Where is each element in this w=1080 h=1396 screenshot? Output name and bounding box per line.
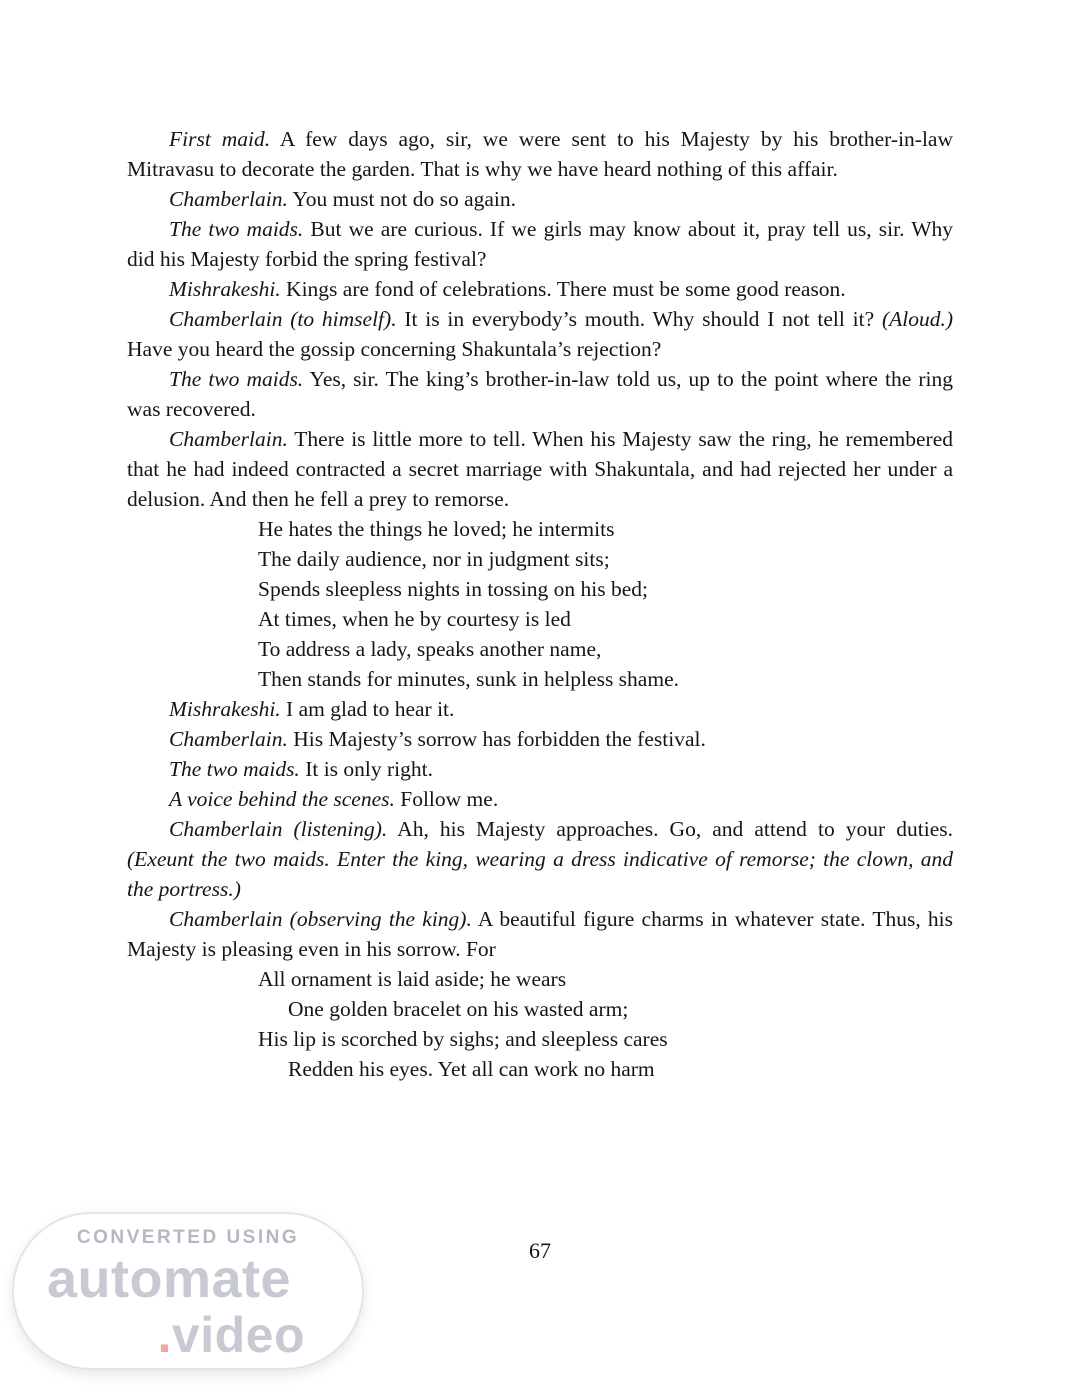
paragraph: The two maids. But we are curious. If we girls may know about it, pray tell us, sir. Why did his Majesty forbid the spring festival? (127, 217, 953, 271)
paragraph: First maid. A few days ago, sir, we were sent to his Majesty by his brother-in-law Mitravasu to decorate the garden. That is why we have heard nothing of this affair. (127, 127, 953, 181)
paragraph: Chamberlain (observing the king). A beautiful figure charms in whatever state. Thus, his Majesty is pleasing even in his sorrow. For (127, 907, 953, 961)
verse-line: Then stands for minutes, sunk in helpless shame. (258, 667, 679, 691)
verse-line: Redden his eyes. Yet all can work no harm (288, 1057, 655, 1081)
paragraph: A voice behind the scenes. Follow me. (169, 787, 499, 811)
verse-line: One golden bracelet on his wasted arm; (288, 997, 629, 1021)
verse-line: At times, when he by courtesy is led (258, 607, 571, 631)
paragraph: The two maids. It is only right. (169, 757, 433, 781)
verse-line: Spends sleepless nights in tossing on his bed; (258, 577, 648, 601)
verse-line: All ornament is laid aside; he wears (258, 967, 567, 991)
paragraph: Chamberlain (to himself). It is in everybody’s mouth. Why should I not tell it? (Aloud.) Have you heard the gossip concerning Shakuntala’s rejection? (127, 307, 954, 361)
watermark-brand: automate (47, 1249, 292, 1309)
paragraph: Chamberlain. There is little more to tell. When his Majesty saw the ring, he remembered that he had indeed contracted a secret marriage with Shakuntala, and had rejected her under a delusion. And then he fell a prey to remorse. (127, 427, 953, 511)
verse-line: His lip is scorched by sighs; and sleepless cares (258, 1027, 668, 1051)
paragraph: Mishrakeshi. I am glad to hear it. (169, 697, 455, 721)
text-block (127, 124, 953, 1084)
watermark-domain (47, 1307, 305, 1363)
verse-line: To address a lady, speaks another name, (258, 637, 602, 661)
watermark-badge (12, 1212, 364, 1370)
watermark-label: CONVERTED USING (76, 1227, 300, 1248)
watermark-suffix: video (171, 1307, 305, 1363)
paragraph: Chamberlain. You must not do so again. (169, 187, 517, 211)
paragraph: Mishrakeshi. Kings are fond of celebrations. There must be some good reason. (169, 277, 846, 301)
paragraph: The two maids. Yes, sir. The king’s brother-in-law told us, up to the point where the ring was recovered. (127, 367, 953, 421)
verse-line: The daily audience, nor in judgment sits; (258, 547, 610, 571)
watermark-dot: . (157, 1307, 172, 1363)
verse-line: He hates the things he loved; he intermits (258, 517, 615, 541)
watermark-content (47, 1226, 305, 1363)
page-number: 67 (529, 1238, 551, 1263)
paragraph: Chamberlain. His Majesty’s sorrow has forbidden the festival. (169, 727, 706, 751)
paragraph: Chamberlain (listening). Ah, his Majesty approaches. Go, and attend to your duties. (Exeunt the two maids. Enter the king, wearing a dress indicative of remorse; the clown, and the portress.) (127, 817, 953, 901)
